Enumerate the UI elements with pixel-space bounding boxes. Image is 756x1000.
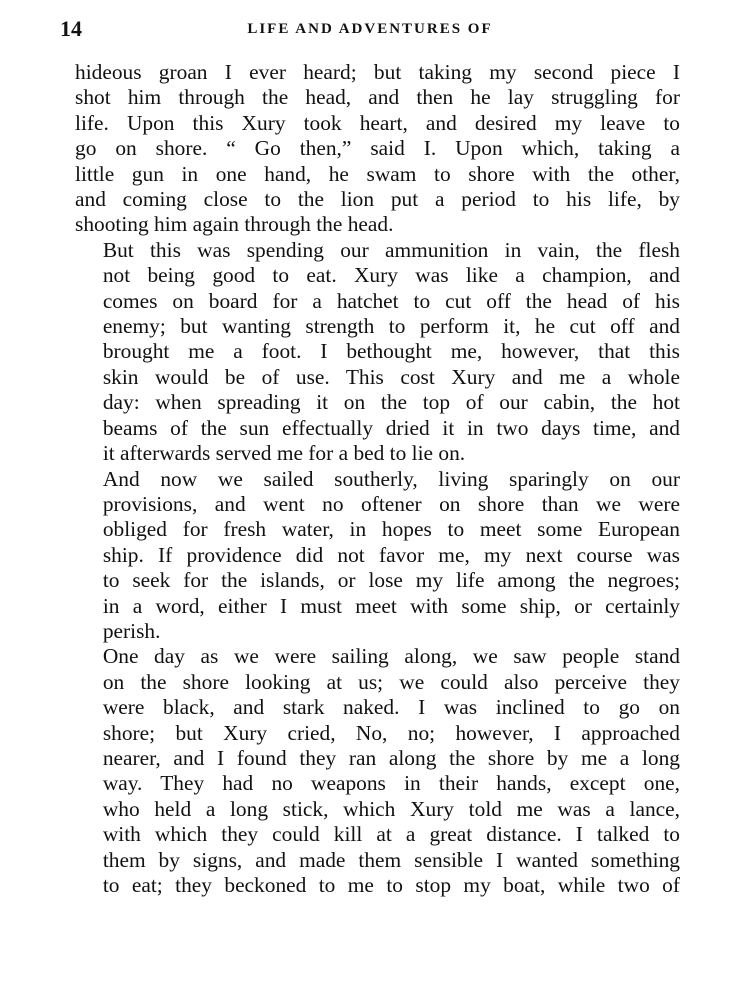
text-line: ship. If providence did not favor me, my next course was [102,542,680,567]
text-line: nearer, and I found they ran along the shore by me a long [102,745,680,770]
text-line: with which they could kill at a great distance. I talked to [102,822,680,847]
running-head-title: LIFE AND ADVENTURES OF [247,21,493,37]
text-line: and coming close to the lion put a period to his life, by [75,187,680,212]
text-line: on the shore looking at us; we could also perceive they [102,669,680,694]
paragraph [75,60,680,238]
text-line: them by signs, and made them sensible I wanted something [102,847,680,872]
text-line: beams of the sun effectually dried it in two days time, and [102,415,680,440]
text-line: provisions, and went no oftener on shore than we were [102,491,680,516]
body-text [75,60,680,898]
text-line: One day as we were sailing along, we saw people stand [102,644,680,669]
text-line: to seek for the islands, or lose my life among the negroes; [102,568,680,593]
text-line: And now we sailed southerly, living sparingly on our [102,466,680,491]
paragraph [75,238,680,467]
text-line: day: when spreading it on the top of our cabin, the hot [102,390,680,415]
paragraph [75,467,680,645]
text-line: in a word, either I must meet with some ship, or certainly [102,593,680,618]
text-line: comes on board for a hatchet to cut off the head of his [102,288,680,313]
text-line: shot him through the head, and then he lay struggling for [75,85,680,110]
text-line: But this was spending our ammunition in vain, the flesh [102,237,680,262]
text-line: enemy; but wanting strength to perform it, he cut off and [102,314,680,339]
text-line: who held a long stick, which Xury told me was a lance, [102,796,680,821]
text-line: little gun in one hand, he swam to shore with the other, [75,161,680,186]
text-line: brought me a foot. I bethought me, however, that this [102,339,680,364]
text-line: perish. [102,618,161,643]
text-line: way. They had no weapons in their hands, except one, [102,771,680,796]
text-line: life. Upon this Xury took heart, and desired my leave to [75,110,680,135]
text-line: obliged for fresh water, in hopes to meet some European [102,517,680,542]
text-line: shooting him again through the head. [75,212,394,237]
text-line: were black, and stark naked. I was inclined to go on [102,695,680,720]
text-line: skin would be of use. This cost Xury and me a whole [102,364,680,389]
text-line: go on shore. “ Go then,” said I. Upon which, taking a [75,136,680,161]
running-head [60,14,680,44]
page-number: 14 [60,16,82,41]
text-line: to eat; they beckoned to me to stop my boat, while two of [102,873,680,897]
paragraph [75,644,680,898]
text-line: shore; but Xury cried, No, no; however, I approached [102,720,680,745]
text-line: hideous groan I ever heard; but taking my second piece I [75,60,680,84]
text-line: it afterwards served me for a bed to lie on. [102,441,466,466]
text-line: not being good to eat. Xury was like a champion, and [102,263,680,288]
